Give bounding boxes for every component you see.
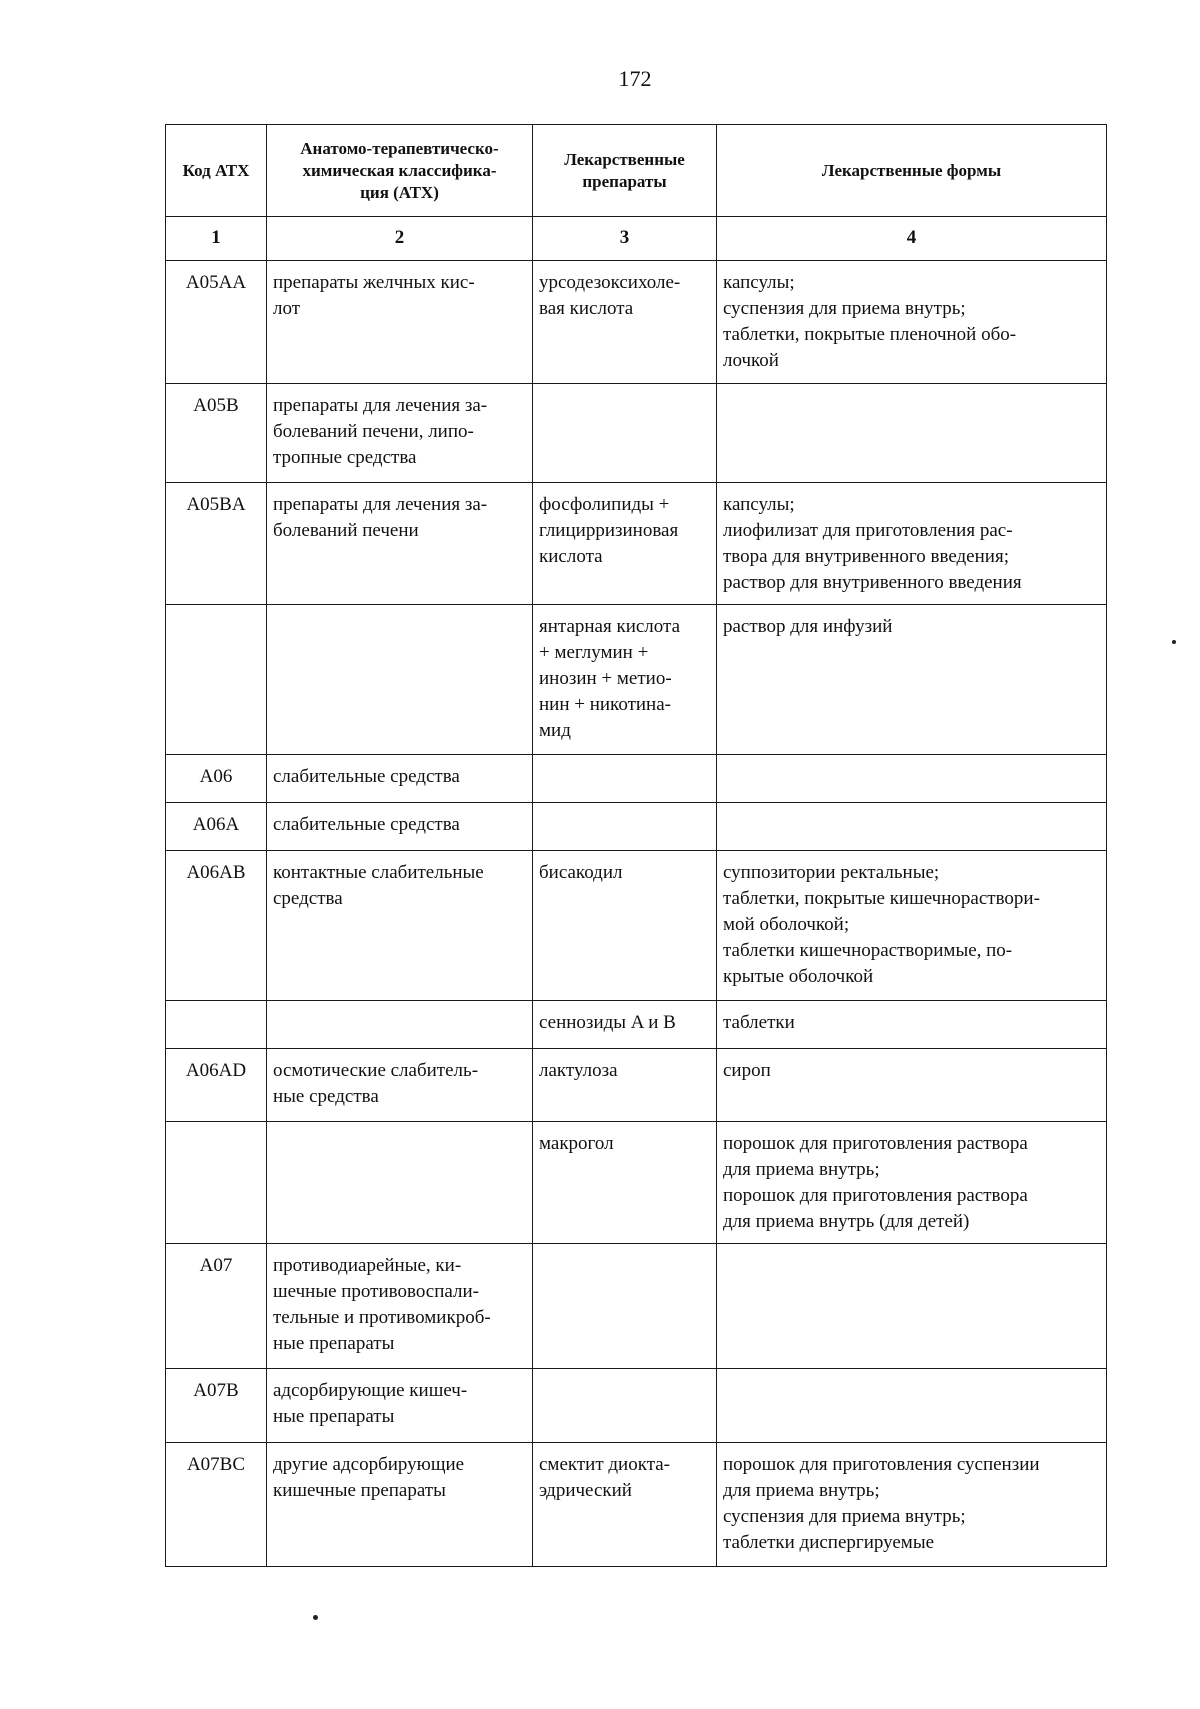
atx-code-cell xyxy=(166,1122,267,1244)
atx-code-cell xyxy=(166,605,267,755)
table-row xyxy=(166,1122,1107,1244)
header-atx-classification: Анатомо-терапевтическо- химическая классифика- ция (АТХ) xyxy=(267,125,533,217)
drug-cell: бисакодил xyxy=(533,851,717,1001)
atx-code-cell: A07BC xyxy=(166,1443,267,1567)
drug-cell: фосфолипиды + глицирризиновая кислота xyxy=(533,483,717,605)
drug-cell: лактулоза xyxy=(533,1049,717,1122)
table-row xyxy=(166,384,1107,483)
dosage-form-cell: таблетки xyxy=(717,1001,1107,1049)
table-row xyxy=(166,605,1107,755)
header-atx-code: Код АТХ xyxy=(166,125,267,217)
dosage-form-cell xyxy=(717,1244,1107,1369)
dosage-form-cell: порошок для приготовления суспензии для приема внутрь; суспензия для приема внутрь; таблетки диспергируемые xyxy=(717,1443,1107,1567)
table-row xyxy=(166,851,1107,1001)
dosage-form-cell: суппозитории ректальные; таблетки, покрытые кишечнораствори- мой оболочкой; таблетки кишечнорастворимые, по- крытые оболочкой xyxy=(717,851,1107,1001)
dosage-form-cell: порошок для приготовления раствора для приема внутрь; порошок для приготовления раствора для приема внутрь (для детей) xyxy=(717,1122,1107,1244)
table-row xyxy=(166,261,1107,384)
table-row xyxy=(166,1443,1107,1567)
classification-cell xyxy=(267,605,533,755)
drug-cell: янтарная кислота + меглумин + инозин + метио- нин + никотина- мид xyxy=(533,605,717,755)
atx-code-cell: A05BA xyxy=(166,483,267,605)
table-row xyxy=(166,1001,1107,1049)
classification-cell: адсорбирующие кишеч- ные препараты xyxy=(267,1369,533,1443)
header-drugs: Лекарственные препараты xyxy=(533,125,717,217)
table-header-row xyxy=(166,125,1107,217)
table-row xyxy=(166,1244,1107,1369)
scan-speck xyxy=(313,1615,318,1620)
atx-code-cell xyxy=(166,1001,267,1049)
column-number: 3 xyxy=(533,217,717,261)
classification-cell: слабительные средства xyxy=(267,755,533,803)
drug-cell xyxy=(533,384,717,483)
classification-cell: осмотические слабитель- ные средства xyxy=(267,1049,533,1122)
drug-cell xyxy=(533,1244,717,1369)
classification-cell: слабительные средства xyxy=(267,803,533,851)
header-dosage-forms: Лекарственные формы xyxy=(717,125,1107,217)
dosage-form-cell: раствор для инфузий xyxy=(717,605,1107,755)
dosage-form-cell xyxy=(717,1369,1107,1443)
table-row xyxy=(166,803,1107,851)
column-number: 2 xyxy=(267,217,533,261)
table-row xyxy=(166,1369,1107,1443)
atx-code-cell: A06 xyxy=(166,755,267,803)
dosage-form-cell: капсулы; суспензия для приема внутрь; таблетки, покрытые пленочной обо- лочкой xyxy=(717,261,1107,384)
drug-cell: сеннозиды A и B xyxy=(533,1001,717,1049)
dosage-form-cell xyxy=(717,384,1107,483)
drug-cell xyxy=(533,755,717,803)
classification-cell xyxy=(267,1001,533,1049)
classification-cell: препараты желчных кис- лот xyxy=(267,261,533,384)
atx-table xyxy=(165,124,1107,1567)
column-number-row xyxy=(166,217,1107,261)
drug-cell xyxy=(533,803,717,851)
atx-code-cell: A07 xyxy=(166,1244,267,1369)
drug-cell: макрогол xyxy=(533,1122,717,1244)
atx-code-cell: A06A xyxy=(166,803,267,851)
drug-cell: урсодезоксихоле- вая кислота xyxy=(533,261,717,384)
dosage-form-cell: сироп xyxy=(717,1049,1107,1122)
atx-code-cell: A06AD xyxy=(166,1049,267,1122)
dosage-form-cell xyxy=(717,755,1107,803)
classification-cell: препараты для лечения за- болеваний печени, липо- тропные средства xyxy=(267,384,533,483)
classification-cell xyxy=(267,1122,533,1244)
table-row xyxy=(166,1049,1107,1122)
classification-cell: препараты для лечения за- болеваний печени xyxy=(267,483,533,605)
table-row xyxy=(166,483,1107,605)
atx-code-cell: A07B xyxy=(166,1369,267,1443)
table-row xyxy=(166,755,1107,803)
classification-cell: контактные слабительные средства xyxy=(267,851,533,1001)
drug-cell xyxy=(533,1369,717,1443)
drug-cell: смектит диокта- эдрический xyxy=(533,1443,717,1567)
page-number: 172 xyxy=(618,66,652,91)
scan-speck xyxy=(1172,640,1176,644)
column-number: 1 xyxy=(166,217,267,261)
classification-cell: другие адсорбирующие кишечные препараты xyxy=(267,1443,533,1567)
classification-cell: противодиарейные, ки- шечные противовоспали- тельные и противомикроб- ные препараты xyxy=(267,1244,533,1369)
dosage-form-cell xyxy=(717,803,1107,851)
atx-code-cell: A05B xyxy=(166,384,267,483)
atx-code-cell: A05AA xyxy=(166,261,267,384)
dosage-form-cell: капсулы; лиофилизат для приготовления рас- твора для внутривенного введения; раствор для внутривенного введения xyxy=(717,483,1107,605)
atx-code-cell: A06AB xyxy=(166,851,267,1001)
column-number: 4 xyxy=(717,217,1107,261)
